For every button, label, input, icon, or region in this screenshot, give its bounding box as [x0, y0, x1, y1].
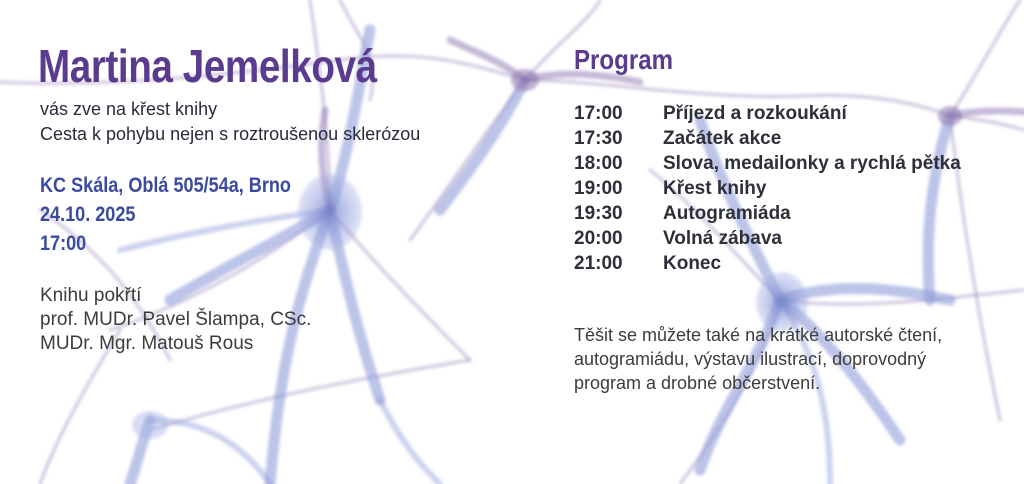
- schedule-label: Autogramiáda: [663, 203, 791, 224]
- event-date: 24.10. 2025: [40, 203, 136, 226]
- schedule-row: [574, 251, 961, 276]
- program-schedule: [574, 101, 961, 276]
- info-line: Těšit se můžete také na krátké autorské čtení,: [574, 325, 943, 345]
- info-line: autogramiádu, výstavu ilustrací, doprovodný: [574, 349, 927, 369]
- schedule-label: Konec: [663, 253, 722, 274]
- schedule-label: Křest knihy: [663, 178, 767, 199]
- invitation-intro: [40, 97, 420, 147]
- schedule-label: Příjezd a rozkoukání: [663, 103, 847, 124]
- schedule-time: 17:00: [574, 103, 623, 124]
- schedule-label: Slova, medailonky a rychlá pětka: [663, 153, 961, 174]
- schedule-row: [574, 126, 961, 151]
- schedule-time: 18:00: [574, 153, 623, 174]
- schedule-time: 19:30: [574, 203, 623, 224]
- godparent-1: prof. MUDr. Pavel Šlampa, CSc.: [40, 309, 312, 330]
- schedule-time: 19:00: [574, 178, 623, 199]
- schedule-time: 20:00: [574, 228, 623, 249]
- godparent-2: MUDr. Mgr. Matouš Rous: [40, 333, 254, 354]
- schedule-row: [574, 201, 961, 226]
- intro-text: vás zve na křest knihy: [40, 99, 218, 119]
- info-line: program a drobné občerstvení.: [574, 373, 821, 393]
- schedule-row: [574, 226, 961, 251]
- schedule-label: Začátek akce: [663, 128, 782, 149]
- schedule-label: Volná zábava: [663, 228, 782, 249]
- schedule-row: [574, 176, 961, 201]
- schedule-row: [574, 151, 961, 176]
- book-title: Cesta k pohybu nejen s roztroušenou sklerózou: [40, 124, 421, 144]
- event-details: [40, 171, 291, 258]
- additional-info: [574, 323, 994, 395]
- program-heading: Program: [574, 44, 674, 75]
- schedule-time: 21:00: [574, 253, 623, 274]
- godparents-label: Knihu pokřtí: [40, 285, 142, 306]
- venue-address: KC Skála, Oblá 505/54a, Brno: [40, 174, 291, 197]
- schedule-time: 17:30: [574, 128, 623, 149]
- event-time: 17:00: [40, 232, 87, 255]
- host-name-title: Martina Jemelková: [38, 40, 377, 92]
- book-godparents: [40, 284, 311, 356]
- schedule-row: [574, 101, 961, 126]
